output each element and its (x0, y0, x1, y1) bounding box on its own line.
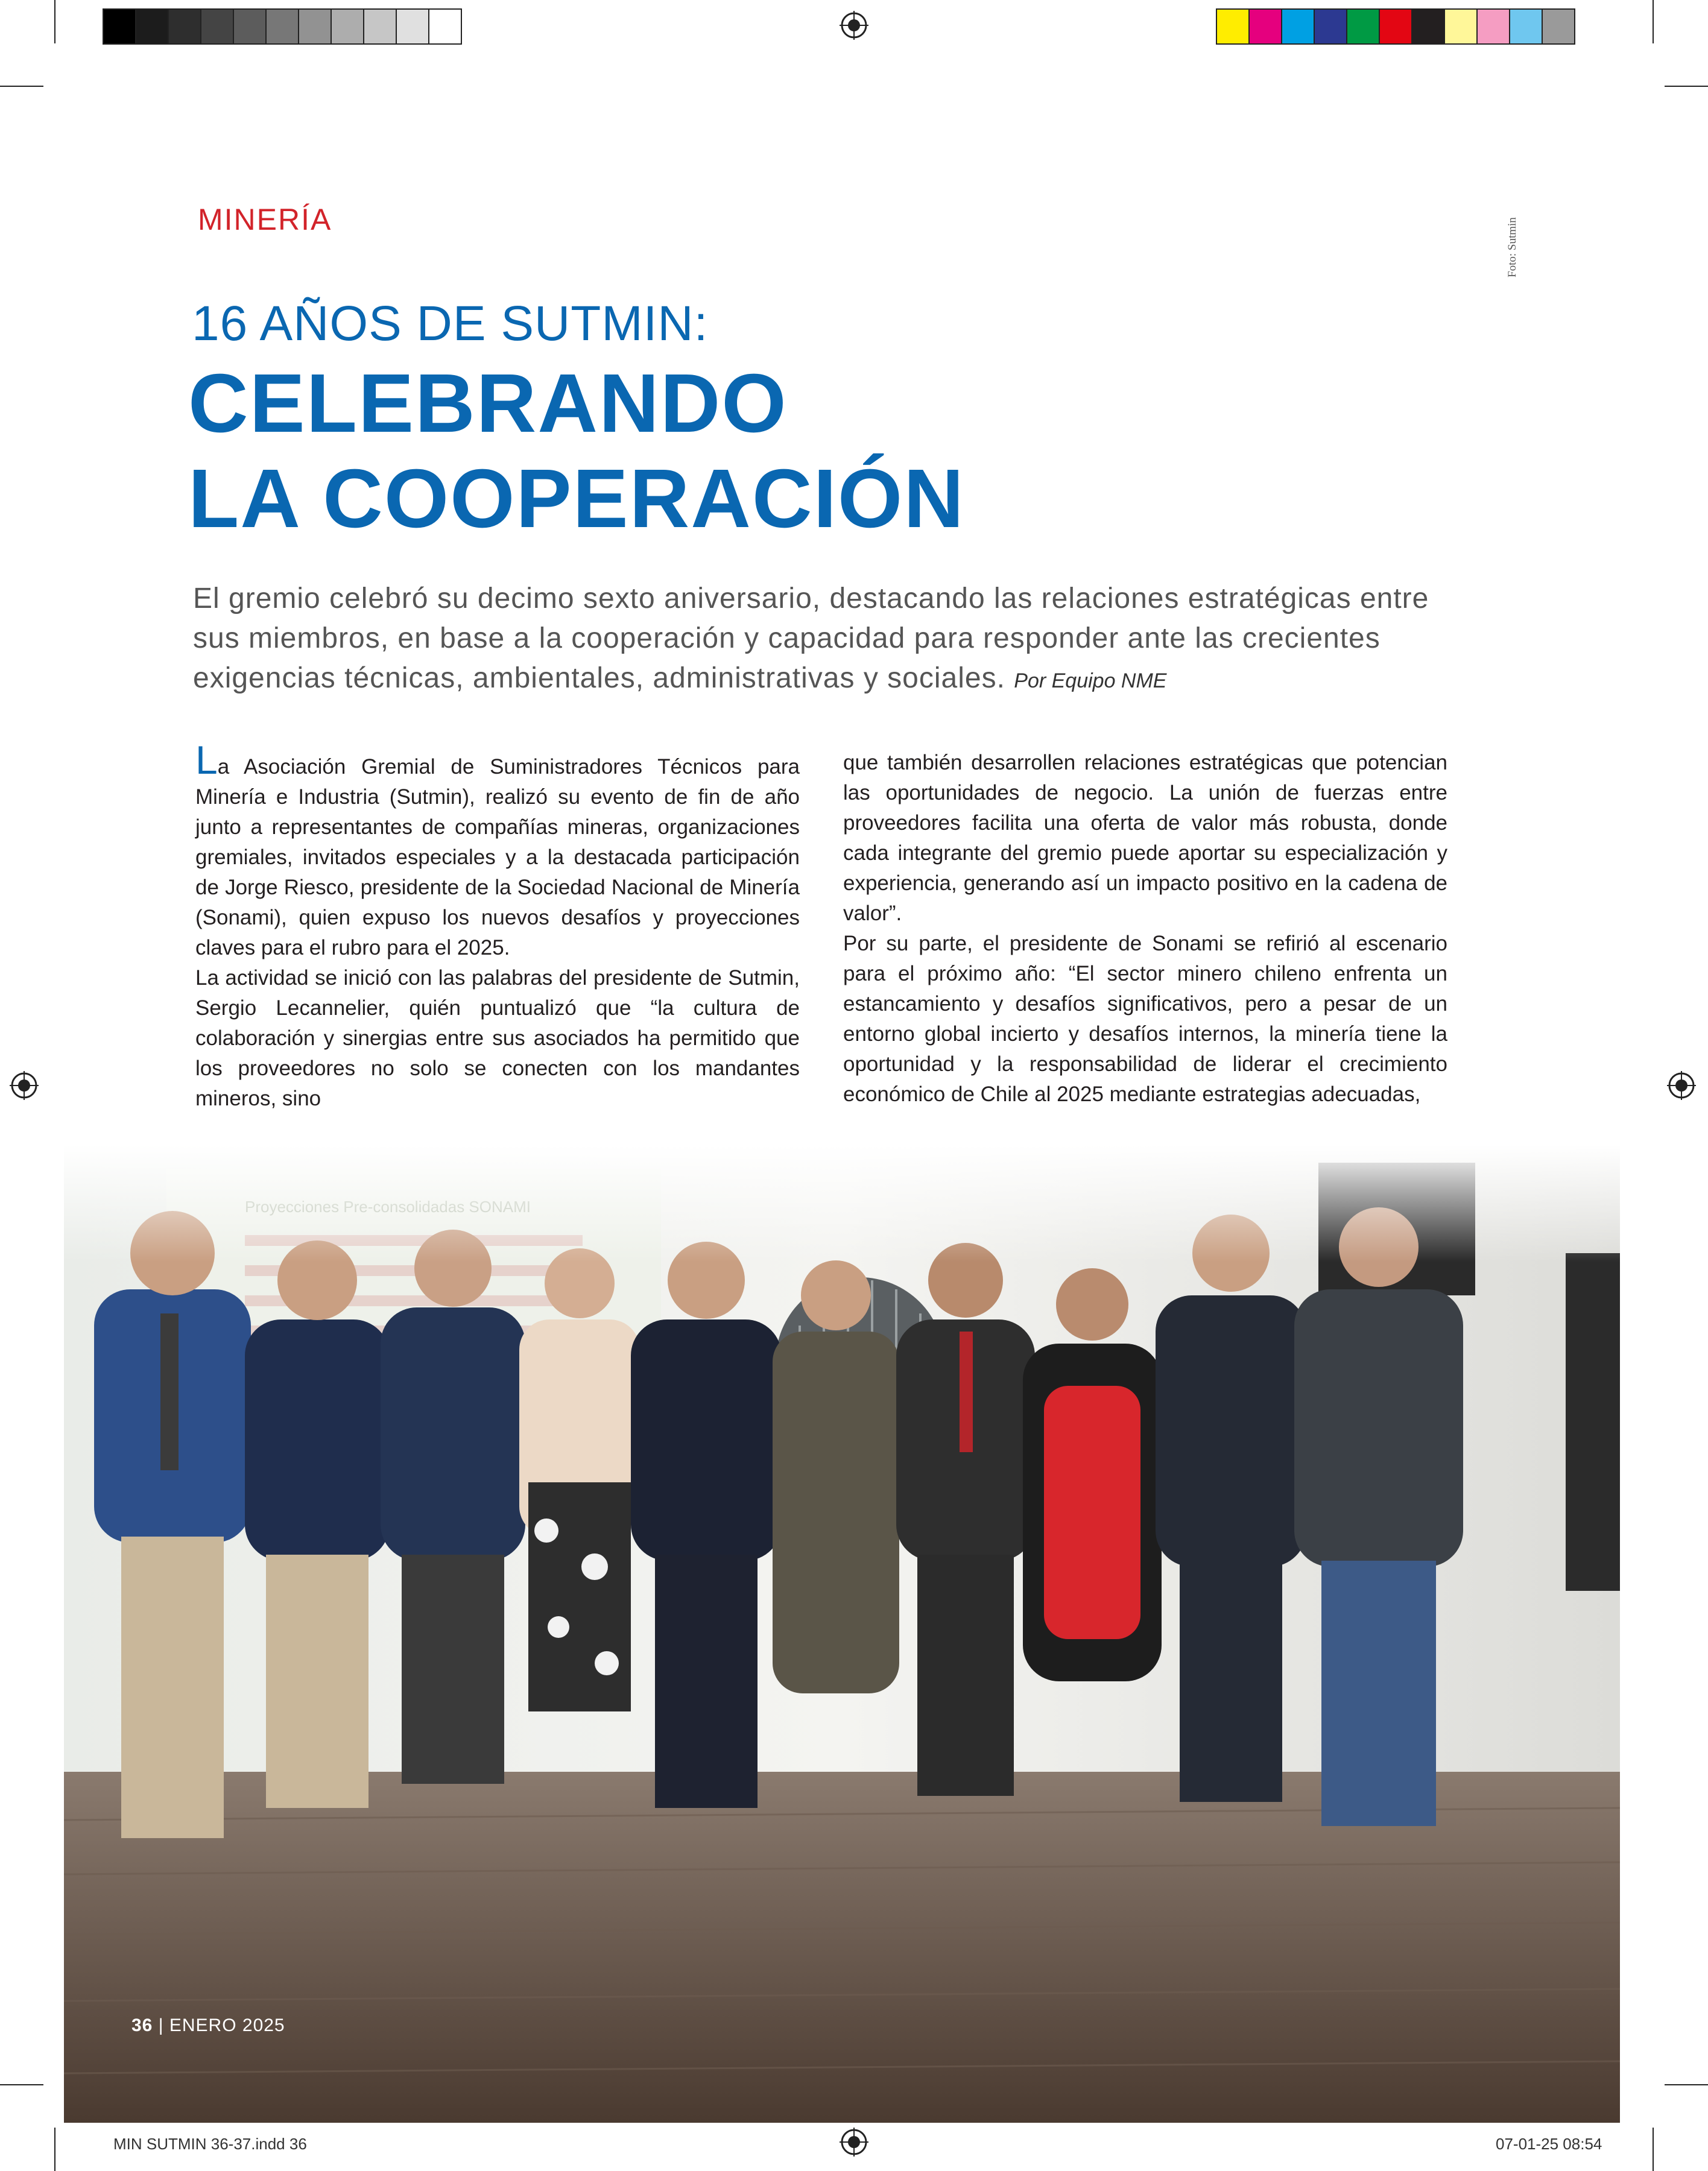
article-kicker: 16 AÑOS DE SUTMIN: (192, 296, 709, 351)
color-swatch (1411, 8, 1445, 45)
article-lead (193, 579, 1453, 701)
registration-mark-icon (1667, 1071, 1696, 1100)
color-swatch (1346, 8, 1380, 45)
crop-mark (1653, 0, 1654, 43)
color-swatch (168, 8, 201, 45)
article-title-line: CELEBRANDO (188, 357, 788, 450)
color-swatch (103, 8, 136, 45)
registration-mark-icon (840, 2128, 868, 2157)
crop-mark (1653, 2128, 1654, 2171)
body-paragraph: La Asociación Gremial de Suministradores Técnicos para Minería e Industria (Sutmin), realizó su evento de fin de año junto a representantes de compañías mineras, organizaciones gremiales, invitados especiales y a la destacada participación de Jorge Riesco, presidente de la Sociedad Nacional de Minería (Sonami), quien expuso los nuevos desafíos y proyecciones claves para el rubro para el 2025. (195, 738, 800, 959)
color-swatch (331, 8, 364, 45)
footer-separator: | (158, 2015, 164, 2035)
grayscale-color-bar (103, 8, 461, 45)
color-swatch (1476, 8, 1510, 45)
crop-mark (0, 2084, 43, 2085)
process-color-bar (1216, 8, 1574, 45)
issue-date: ENERO 2025 (169, 2015, 285, 2035)
color-swatch (233, 8, 267, 45)
page-number: 36 (131, 2015, 153, 2035)
color-swatch (428, 8, 462, 45)
color-swatch (298, 8, 332, 45)
body-paragraph: que también desarrollen relaciones estratégicas que potencian las oportunidades de negocio. La unión de fuerzas entre proveedores facilita una oferta de valor más robusta, donde cada integrante del gremio puede aportar su especialización y experiencia, generando así un impacto positivo en la cadena de valor”. (843, 751, 1447, 925)
color-swatch (363, 8, 397, 45)
color-swatch (1281, 8, 1315, 45)
color-swatch (1379, 8, 1412, 45)
color-swatch (1509, 8, 1543, 45)
body-paragraph: Por su parte, el presidente de Sonami se refirió al escenario para el próximo año: “El sector minero chileno enfrenta un estancamiento y desafíos significativos, pero a pesar de un entorno global incierto y desafíos internos, la minería tiene la oportunidad y la responsabilidad de liderar el crecimiento económico de Chile al 2025 mediante estrategias adecuadas, (843, 932, 1447, 1106)
crop-mark (1665, 86, 1708, 87)
color-swatch (1216, 8, 1250, 45)
group-photo (64, 1145, 1620, 2123)
color-swatch (265, 8, 299, 45)
crop-mark (1665, 2084, 1708, 2085)
body-column-right (843, 748, 1447, 1110)
section-label: MINERÍA (198, 203, 332, 236)
color-swatch (1444, 8, 1478, 45)
photo-credit: Foto: Sutmin (1506, 217, 1519, 277)
color-swatch (1314, 8, 1347, 45)
slug-timestamp: 07-01-25 08:54 (1496, 2135, 1602, 2153)
lead-text: El gremio celebró su decimo sexto aniversario, destacando las relaciones estratégicas entre sus miembros, en base a la cooperación y capacidad para responder ante las crecientes exigencias técnicas, ambientales, administrativas y sociales. (193, 583, 1429, 694)
crop-mark (54, 2128, 55, 2171)
body-paragraph: La actividad se inició con las palabras del presidente de Sutmin, Sergio Lecannelier, quién puntualizó que “la cultura de colaboración y sinergias entre sus asociados ha permitido que los proveedores no solo se conecten con los mandantes mineros, sino (195, 966, 800, 1110)
color-swatch (200, 8, 234, 45)
color-swatch (396, 8, 429, 45)
byline: Por Equipo NME (1014, 669, 1167, 692)
color-swatch (135, 8, 169, 45)
drop-cap: L (195, 738, 218, 782)
article-title (188, 356, 965, 546)
color-swatch (1542, 8, 1575, 45)
body-column-left (195, 738, 800, 1114)
color-swatch (1248, 8, 1282, 45)
slug-file-name: MIN SUTMIN 36-37.indd 36 (113, 2135, 307, 2153)
registration-mark-icon (840, 11, 868, 40)
registration-mark-icon (10, 1071, 39, 1100)
page-footer (131, 2015, 285, 2036)
crop-mark (54, 0, 55, 43)
article-title-line: LA COOPERACIÓN (188, 452, 965, 545)
crop-mark (0, 86, 43, 87)
